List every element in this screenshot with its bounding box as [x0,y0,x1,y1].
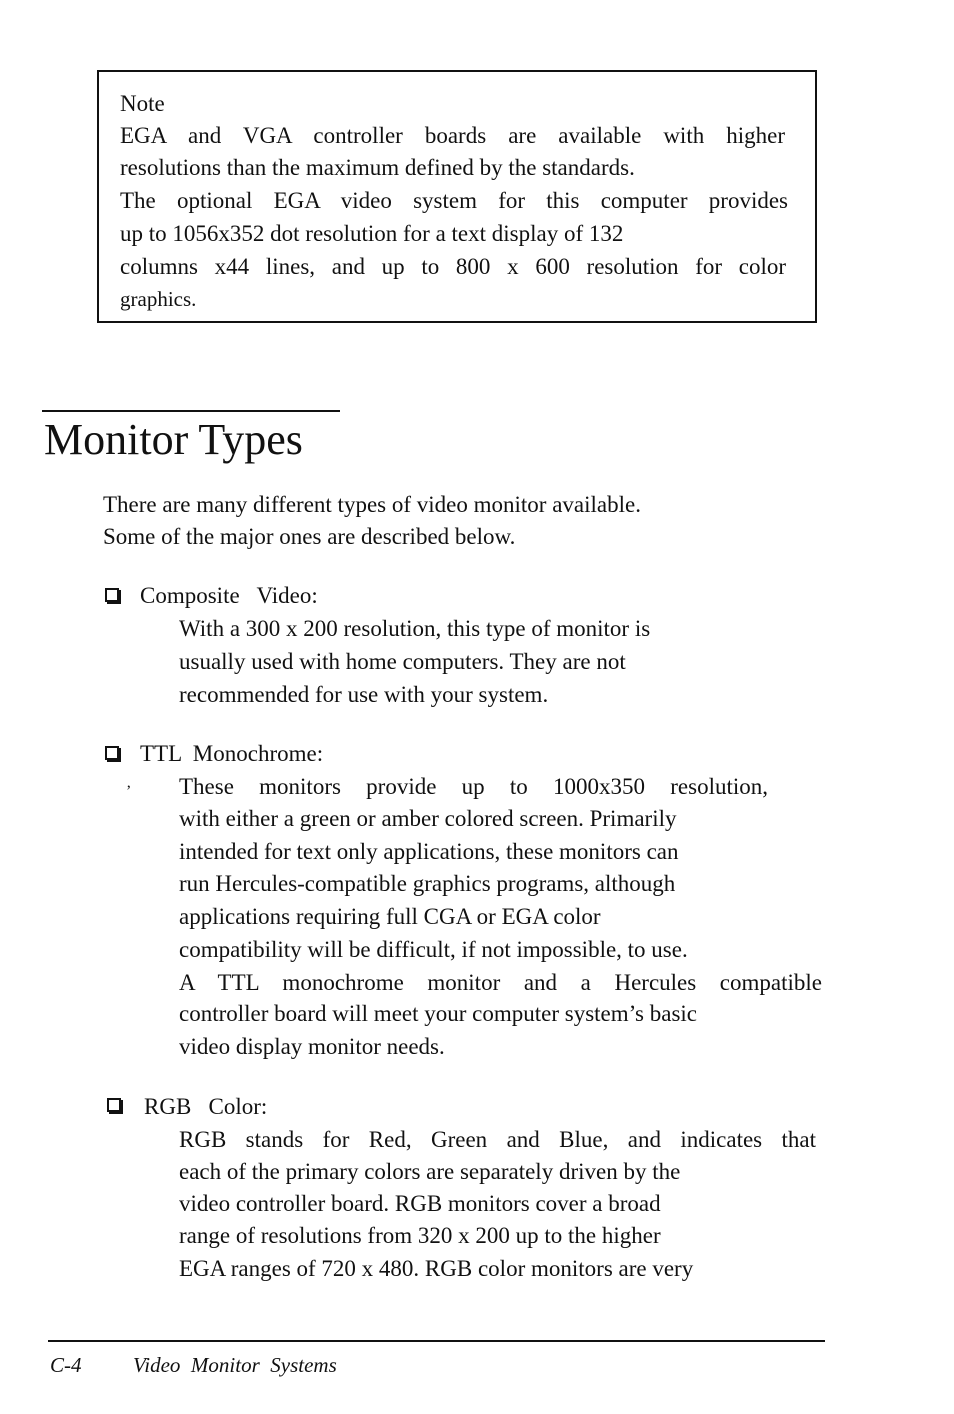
rgb-line-4: range of resolutions from 320 x 200 up to the higher [179,1223,661,1248]
page-number: C-4 [50,1353,82,1377]
note-line-1: EGA and VGA controller boards are available with higher [120,123,785,148]
ttl-line-6: compatibility will be difficult, if not impossible, to use. [179,937,688,962]
footer-rule [48,1340,825,1342]
checkbox-icon [107,1098,121,1112]
ttl-line-9: video display monitor needs. [179,1034,445,1059]
note-line-3: The optional EGA video system for this computer provides [120,188,788,213]
composite-line-1: With a 300 x 200 resolution, this type of monitor is [179,616,651,641]
note-line-5: columns x44 lines, and up to 800 x 600 resolution for color [120,254,786,279]
composite-line-2: usually used with home computers. They are not [179,649,626,674]
note-label: Note [120,91,165,116]
ttl-line-2: with either a green or amber colored screen. Primarily [179,806,677,831]
note-line-6: graphics. [120,287,197,311]
intro-line-1: There are many different types of video monitor available. [103,492,641,517]
ttl-line-8: controller board will meet your computer system’s basic [179,1001,698,1026]
note-line-4: up to 1056x352 dot resolution for a text display of 132 [120,221,624,246]
ttl-line-4: run Hercules-compatible graphics programs, although [179,871,676,896]
composite-line-3: recommended for use with your system. [179,682,549,707]
rgb-line-3: video controller board. RGB monitors cover a broad [179,1191,661,1216]
checkbox-icon [105,746,119,760]
intro-line-2: Some of the major ones are described below. [103,524,516,549]
ttl-line-1: These monitors provide up to 1000x350 resolution, [179,774,768,799]
note-line-2: resolutions than the maximum defined by the standards. [120,155,635,180]
stray-mark: ʼ [126,783,132,800]
item-title-composite: Composite Video: [140,583,318,608]
rgb-line-2: each of the primary colors are separately driven by the [179,1159,681,1184]
page-title: Monitor Types [44,415,303,464]
ttl-line-5: applications requiring full CGA or EGA color [179,904,601,929]
chapter-title: Video Monitor Systems [133,1353,337,1377]
rgb-line-5: EGA ranges of 720 x 480. RGB color monitors are very [179,1256,694,1281]
ttl-line-7: A TTL monochrome monitor and a Hercules compatible [179,970,822,995]
item-title-rgb: RGB Color: [144,1094,268,1119]
rgb-line-1: RGB stands for Red, Green and Blue, and indicates that [179,1127,816,1152]
checkbox-icon [105,588,119,602]
ttl-line-3: intended for text only applications, these monitors can [179,839,679,864]
item-title-ttl: TTL Monochrome: [140,741,324,766]
